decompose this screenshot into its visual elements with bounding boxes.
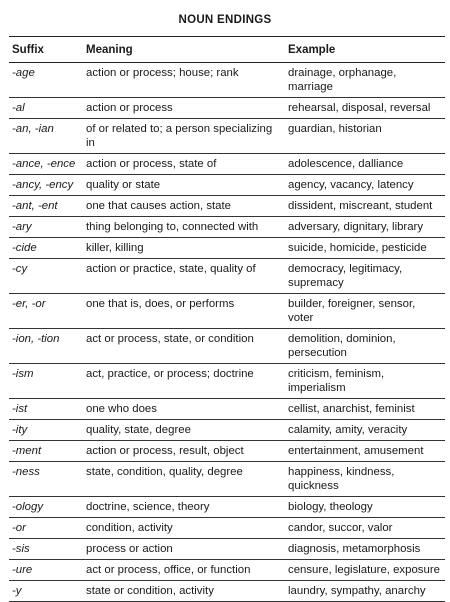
suffix-cell: -al [9, 98, 83, 119]
table-row [9, 560, 445, 581]
example-cell: rehearsal, disposal, reversal [285, 98, 445, 119]
table-row [9, 98, 445, 119]
table-body [9, 63, 445, 602]
table-row [9, 462, 445, 497]
table-row [9, 420, 445, 441]
table-row [9, 539, 445, 560]
suffix-cell: -age [9, 63, 83, 98]
example-cell: diagnosis, metamorphosis [285, 539, 445, 560]
suffix-cell: -or [9, 518, 83, 539]
example-cell: adversary, dignitary, library [285, 217, 445, 238]
header-example: Example [285, 37, 445, 63]
meaning-cell: action or process [83, 98, 285, 119]
suffix-cell: -ancy, -ency [9, 175, 83, 196]
meaning-cell: process or action [83, 539, 285, 560]
example-cell: suicide, homicide, pesticide [285, 238, 445, 259]
meaning-cell: quality or state [83, 175, 285, 196]
meaning-cell: quality, state, degree [83, 420, 285, 441]
example-cell: criticism, feminism, imperialism [285, 364, 445, 399]
table-row [9, 217, 445, 238]
meaning-cell: action or process; house; rank [83, 63, 285, 98]
example-cell: candor, succor, valor [285, 518, 445, 539]
suffix-cell: -ion, -tion [9, 329, 83, 364]
table-row [9, 581, 445, 602]
header-meaning: Meaning [83, 37, 285, 63]
table-row [9, 119, 445, 154]
table-row [9, 63, 445, 98]
meaning-cell: doctrine, science, theory [83, 497, 285, 518]
table-row [9, 497, 445, 518]
table-row [9, 329, 445, 364]
suffix-cell: -er, -or [9, 294, 83, 329]
suffix-cell: -an, -ian [9, 119, 83, 154]
meaning-cell: act or process, office, or function [83, 560, 285, 581]
table-row [9, 364, 445, 399]
meaning-cell: state, condition, quality, degree [83, 462, 285, 497]
table-title: NOUN ENDINGS [178, 14, 272, 26]
meaning-cell: act, practice, or process; doctrine [83, 364, 285, 399]
meaning-cell: one that is, does, or performs [83, 294, 285, 329]
meaning-cell: state or condition, activity [83, 581, 285, 602]
example-cell: happiness, kindness, quickness [285, 462, 445, 497]
meaning-cell: action or process, result, object [83, 441, 285, 462]
example-cell: entertainment, amusement [285, 441, 445, 462]
example-cell: dissident, miscreant, student [285, 196, 445, 217]
suffix-cell: -ist [9, 399, 83, 420]
table-row [9, 399, 445, 420]
example-cell: drainage, orphanage, marriage [285, 63, 445, 98]
example-cell: agency, vacancy, latency [285, 175, 445, 196]
suffix-cell: -ary [9, 217, 83, 238]
noun-endings-table [9, 36, 445, 602]
suffix-cell: -ment [9, 441, 83, 462]
suffix-cell: -ant, -ent [9, 196, 83, 217]
example-cell: censure, legislature, exposure [285, 560, 445, 581]
suffix-cell: -ure [9, 560, 83, 581]
suffix-cell: -ology [9, 497, 83, 518]
suffix-cell: -y [9, 581, 83, 602]
example-cell: builder, foreigner, sensor, voter [285, 294, 445, 329]
meaning-cell: action or practice, state, quality of [83, 259, 285, 294]
suffix-cell: -cide [9, 238, 83, 259]
suffix-cell: -ance, -ence [9, 154, 83, 175]
suffix-cell: -cy [9, 259, 83, 294]
table-row [9, 238, 445, 259]
header-suffix: Suffix [9, 37, 83, 63]
suffix-cell: -ity [9, 420, 83, 441]
suffix-cell: -ism [9, 364, 83, 399]
meaning-cell: action or process, state of [83, 154, 285, 175]
meaning-cell: killer, killing [83, 238, 285, 259]
table-row [9, 154, 445, 175]
example-cell: cellist, anarchist, feminist [285, 399, 445, 420]
table-row [9, 196, 445, 217]
meaning-cell: one who does [83, 399, 285, 420]
suffix-cell: -ness [9, 462, 83, 497]
example-cell: demolition, dominion, persecution [285, 329, 445, 364]
meaning-cell: act or process, state, or condition [83, 329, 285, 364]
table-row [9, 175, 445, 196]
meaning-cell: one that causes action, state [83, 196, 285, 217]
header-row [9, 37, 445, 63]
suffix-cell: -sis [9, 539, 83, 560]
example-cell: calamity, amity, veracity [285, 420, 445, 441]
example-cell: guardian, historian [285, 119, 445, 154]
meaning-cell: condition, activity [83, 518, 285, 539]
example-cell: adolescence, dalliance [285, 154, 445, 175]
table-row [9, 518, 445, 539]
example-cell: democracy, legitimacy, supremacy [285, 259, 445, 294]
table-row [9, 294, 445, 329]
table-row [9, 259, 445, 294]
meaning-cell: of or related to; a person specializing in [83, 119, 285, 154]
example-cell: biology, theology [285, 497, 445, 518]
example-cell: laundry, sympathy, anarchy [285, 581, 445, 602]
meaning-cell: thing belonging to, connected with [83, 217, 285, 238]
table-row [9, 441, 445, 462]
